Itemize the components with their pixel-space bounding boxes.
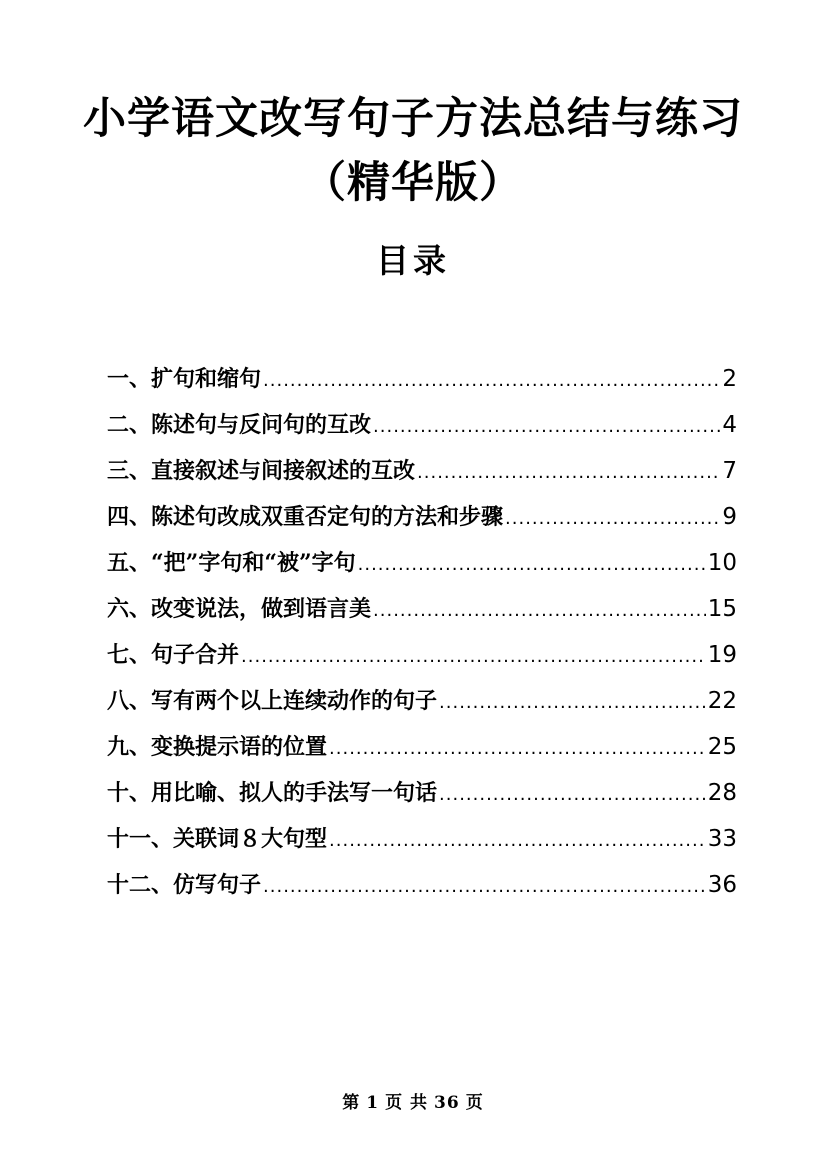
toc-leader-dots xyxy=(263,362,720,400)
toc-entry-label: 关联词８大句型 xyxy=(173,826,328,852)
footer-total-pages: 36 xyxy=(434,1093,460,1113)
toc-entry[interactable] xyxy=(107,452,737,498)
toc-entry-page: 22 xyxy=(707,688,737,714)
toc-entry[interactable] xyxy=(107,406,737,452)
toc-leader-dots xyxy=(329,730,706,768)
toc-entry-number: 九、 xyxy=(107,734,152,760)
toc-entry[interactable] xyxy=(107,636,737,682)
toc-leader-dots xyxy=(358,546,706,584)
toc-leader-dots xyxy=(241,638,706,676)
toc-entry-number: 一、 xyxy=(107,366,152,392)
toc-entry[interactable] xyxy=(107,590,737,636)
toc-entry[interactable] xyxy=(107,498,737,544)
toc-entry-page: 4 xyxy=(722,412,737,438)
toc-entry-page: 25 xyxy=(707,734,737,760)
toc-entry-number: 十、 xyxy=(107,780,152,806)
footer-prefix: 第 xyxy=(342,1093,361,1113)
toc-entry-number: 二、 xyxy=(107,412,152,438)
toc-entry[interactable] xyxy=(107,774,737,820)
toc-entry-page: 19 xyxy=(707,642,737,668)
toc-leader-dots xyxy=(263,868,706,906)
toc-entry-label: 用比喻、拟人的手法写一句话 xyxy=(151,780,438,806)
toc-entry[interactable] xyxy=(107,360,737,406)
toc-entry-number: 十二、 xyxy=(107,872,174,898)
toc-entry-page: 7 xyxy=(722,458,737,484)
toc-leader-dots xyxy=(417,454,720,492)
toc-entry-label: 句子合并 xyxy=(151,642,240,668)
toc-heading: 目录 xyxy=(376,241,450,280)
toc-entry-label: 改变说法，做到语言美 xyxy=(151,596,372,622)
footer-suffix: 页 xyxy=(465,1093,484,1113)
toc-entry-number: 四、 xyxy=(107,504,152,530)
toc-entry-label: 直接叙述与间接叙述的互改 xyxy=(151,458,416,484)
toc-entry-number: 五、 xyxy=(107,550,152,576)
toc-entry[interactable] xyxy=(107,820,737,866)
toc-entry-number: 八、 xyxy=(107,688,152,714)
toc-entry-number: 三、 xyxy=(107,458,152,484)
toc-entry-page: 36 xyxy=(707,872,737,898)
toc-entry-label: 陈述句改成双重否定句的方法和步骤 xyxy=(151,504,504,530)
toc-entry-label: 变换提示语的位置 xyxy=(151,734,328,760)
toc-entry[interactable] xyxy=(107,544,737,590)
toc-entry[interactable] xyxy=(107,682,737,728)
toc-entry-page: 2 xyxy=(722,366,737,392)
toc-entry[interactable] xyxy=(107,866,737,912)
toc-entry-page: 9 xyxy=(722,504,737,530)
toc-leader-dots xyxy=(439,776,706,814)
toc-leader-dots xyxy=(505,500,720,538)
toc-entry-number: 十一、 xyxy=(107,826,174,852)
document-title: 小学语文改写句子方法总结与练习 xyxy=(83,94,743,144)
footer-middle: 页 共 xyxy=(385,1093,429,1113)
toc-entry-page: 28 xyxy=(707,780,737,806)
toc-entry-number: 六、 xyxy=(107,596,152,622)
document-subtitle: （精华版） xyxy=(303,158,523,208)
toc-entry-label: 仿写句子 xyxy=(173,872,262,898)
toc-leader-dots xyxy=(439,684,706,722)
toc-entry-page: 15 xyxy=(707,596,737,622)
toc-entry-label: 扩句和缩句 xyxy=(151,366,262,392)
toc-entry-page: 10 xyxy=(707,550,737,576)
toc-entry[interactable] xyxy=(107,728,737,774)
toc-entry-label: “把”字句和“被”字句 xyxy=(151,550,356,576)
toc-entry-number: 七、 xyxy=(107,642,152,668)
toc-leader-dots xyxy=(373,592,706,630)
toc-leader-dots xyxy=(329,822,706,860)
toc-entry-label: 陈述句与反问句的互改 xyxy=(151,412,372,438)
footer-current-page: 1 xyxy=(366,1093,380,1113)
toc-leader-dots xyxy=(373,408,720,446)
table-of-contents xyxy=(107,360,737,912)
toc-entry-page: 33 xyxy=(707,826,737,852)
toc-entry-label: 写有两个以上连续动作的句子 xyxy=(151,688,438,714)
page-footer xyxy=(0,1088,826,1113)
